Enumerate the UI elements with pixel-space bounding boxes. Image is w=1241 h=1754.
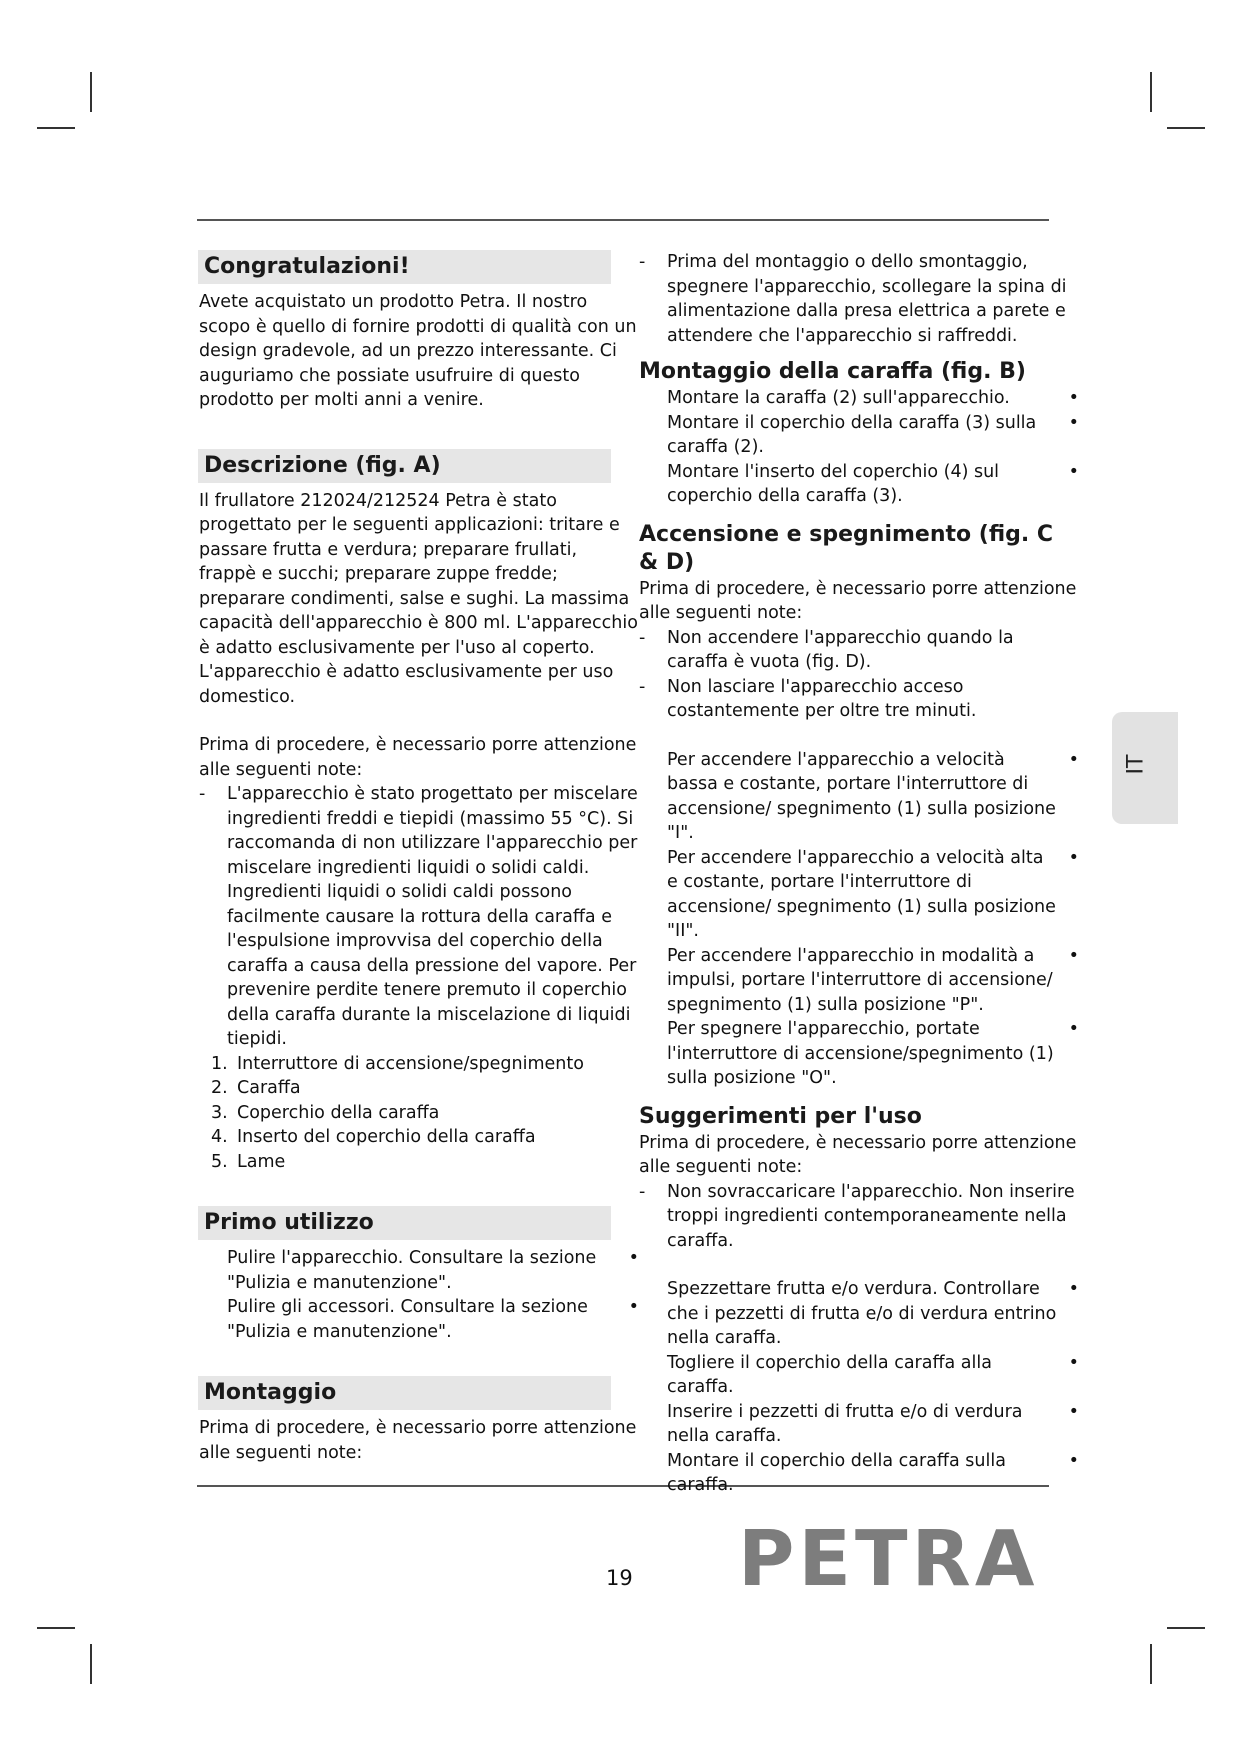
tips-intro: Prima di procedere, è necessario porre attenzione alle seguenti note: xyxy=(639,1132,1077,1177)
first-use-step xyxy=(199,1246,639,1295)
congrats-text: Avete acquistato un prodotto Petra. Il nostro scopo è quello di fornire prodotti di qualità con un design gradevole, ad un prezzo interessante. Ci auguriamo che possiate usufruire di questo prodotto per molti anni a venire. xyxy=(199,292,637,410)
language-label: IT xyxy=(1123,754,1149,775)
bullet-icon: • xyxy=(628,1297,639,1317)
top-rule xyxy=(197,219,1049,221)
on-off-step xyxy=(639,748,1079,846)
bullet-icon: • xyxy=(1068,1401,1079,1422)
part-label: Interruttore di accensione/spegnimento xyxy=(237,1053,584,1074)
assembly-note: - Prima del montaggio o dello smontaggio, spegnere l'apparecchio, scollegare la spina di alimentazione dalla presa elettrica a parete e attendere che l'apparecchio si raffreddi. xyxy=(639,252,1067,346)
crop-mark xyxy=(37,1627,75,1629)
tips-step xyxy=(639,1400,1079,1449)
part-item xyxy=(199,1150,639,1175)
bullet-icon: • xyxy=(1068,1450,1079,1471)
bullet-icon: • xyxy=(1068,1019,1079,1039)
crop-mark xyxy=(1150,72,1152,112)
bullet-icon: • xyxy=(1068,749,1079,770)
part-item xyxy=(199,1052,639,1077)
crop-mark xyxy=(1167,127,1205,129)
step-text: Togliere il coperchio della caraffa alla caraffa. xyxy=(667,1352,992,1397)
bullet-icon: • xyxy=(1068,945,1079,966)
step-text: Pulire l'apparecchio. Consultare la sezione "Pulizia e manutenzione". xyxy=(227,1248,597,1293)
tips-note: - Non sovraccaricare l'apparecchio. Non inserire troppi ingredienti contemporaneamente nella caraffa. xyxy=(639,1181,1075,1251)
description-text: Il frullatore 212024/212524 Petra è stato progettato per le seguenti applicazioni: tritare e passare frutta e verdura; preparare frullati, frappè e succhi; preparare zuppe fredde; preparare condimenti, salse e sughi. La massima capacità dell'apparecchio è 800 ml. L'apparecchio è adatto esclusivamente per l'uso al coperto. L'apparecchio è adatto esclusivamente per uso domestico. xyxy=(199,490,638,707)
bullet-icon: • xyxy=(1068,1279,1079,1299)
section-heading-congratulations: Congratulazioni! xyxy=(198,250,611,284)
description-note-intro: Prima di procedere, è necessario porre attenzione alle seguenti note: xyxy=(199,735,637,780)
note-text: L'apparecchio è stato progettato per miscelare ingredienti freddi e tiepidi (massimo 55 °C). Si raccomanda di non utilizzare l'apparecchio per miscelare ingredienti liquidi o solidi caldi. Ingredienti liquidi o solidi caldi possono facilmente causare la rottura della caraffa e l'espulsione improvvisa del coperchio della caraffa a causa della pressione del vapore. Per prevenire perdite tenere premuto il coperchio della caraffa durante la miscelazione di liquidi tiepidi. xyxy=(227,784,638,1049)
part-number: 3. xyxy=(211,1102,228,1123)
section-heading-assembly: Montaggio xyxy=(198,1376,611,1410)
first-use-step xyxy=(199,1295,639,1344)
part-label: Caraffa xyxy=(237,1078,301,1098)
section-heading-first-use: Primo utilizzo xyxy=(198,1206,611,1240)
crop-mark xyxy=(1167,1627,1205,1629)
petra-logo: PETRA xyxy=(738,1515,1039,1604)
tips-step xyxy=(639,1277,1079,1351)
crop-mark xyxy=(90,1644,92,1684)
on-off-note: - Non lasciare l'apparecchio acceso costantemente per oltre tre minuti. xyxy=(639,676,977,721)
bullet-icon: • xyxy=(1068,412,1079,433)
on-off-step xyxy=(639,1017,1079,1091)
part-item xyxy=(199,1076,639,1101)
crop-mark xyxy=(1150,1644,1152,1684)
left-column xyxy=(199,250,639,1465)
step-text: Montare il coperchio della caraffa (3) sulla caraffa (2). xyxy=(667,412,1037,457)
step-text: Per accendere l'apparecchio a velocità alta e costante, portare l'interruttore di accensione/ spegnimento (1) sulla posizione "II". xyxy=(667,847,1056,941)
step-text: Pulire gli accessori. Consultare la sezione "Pulizia e manutenzione". xyxy=(227,1297,588,1342)
part-number: 5. xyxy=(211,1151,228,1172)
crop-mark xyxy=(90,72,92,112)
part-label: Coperchio della caraffa xyxy=(237,1102,440,1123)
right-column xyxy=(639,250,1079,1498)
assembly-intro: Prima di procedere, è necessario porre attenzione alle seguenti note: xyxy=(199,1418,637,1463)
section-heading-on-off: Accensione e spegnimento (fig. C & D) xyxy=(639,521,1054,575)
page-number: 19 xyxy=(606,1566,633,1590)
step-text: Per accendere l'apparecchio in modalità a impulsi, portare l'interruttore di accensione/ spegnimento (1) sulla posizione "P". xyxy=(667,945,1053,1015)
tips-step xyxy=(639,1351,1079,1400)
bullet-icon: • xyxy=(1068,1352,1079,1373)
note-text: Non sovraccaricare l'apparecchio. Non inserire troppi ingredienti contemporaneamente nella caraffa. xyxy=(667,1181,1075,1251)
step-text: Per spegnere l'apparecchio, portate l'interruttore di accensione/spegnimento (1) sulla posizione "O". xyxy=(667,1019,1054,1088)
on-off-intro: Prima di procedere, è necessario porre attenzione alle seguenti note: xyxy=(639,578,1077,623)
note-text: Non lasciare l'apparecchio acceso costantemente per oltre tre minuti. xyxy=(667,676,977,721)
step-text: Montare l'inserto del coperchio (4) sul coperchio della caraffa (3). xyxy=(667,461,1000,506)
tips-step xyxy=(639,1449,1079,1498)
part-item xyxy=(199,1101,639,1126)
bullet-icon: • xyxy=(628,1248,639,1268)
on-off-step xyxy=(639,846,1079,944)
on-off-note: - Non accendere l'apparecchio quando la caraffa è vuota (fig. D). xyxy=(639,627,1014,672)
section-heading-jug-assembly: Montaggio della caraffa (fig. B) xyxy=(639,359,1026,384)
note-text: Non accendere l'apparecchio quando la caraffa è vuota (fig. D). xyxy=(667,627,1014,672)
part-item xyxy=(199,1125,639,1150)
part-label: Lame xyxy=(237,1151,286,1172)
part-label: Inserto del coperchio della caraffa xyxy=(237,1127,536,1147)
step-text: Inserire i pezzetti di frutta e/o di verdura nella caraffa. xyxy=(667,1401,1023,1446)
section-heading-tips: Suggerimenti per l'uso xyxy=(639,1103,922,1129)
jug-step xyxy=(639,386,1079,411)
section-heading-description: Descrizione (fig. A) xyxy=(198,449,611,483)
part-number: 4. xyxy=(211,1127,228,1147)
step-text: Per accendere l'apparecchio a velocità bassa e costante, portare l'interruttore di accensione/ spegnimento (1) sulla posizione "I". xyxy=(667,749,1056,843)
part-number: 1. xyxy=(211,1053,228,1074)
bullet-icon: • xyxy=(1068,847,1079,868)
step-text: Montare la caraffa (2) sull'apparecchio. xyxy=(667,388,1010,408)
language-tab xyxy=(1112,712,1178,824)
description-note: - L'apparecchio è stato progettato per miscelare ingredienti freddi e tiepidi (massimo 55 °C). Si raccomanda di non utilizzare l'apparecchio per miscelare ingredienti liquidi o solidi caldi. Ingredienti liquidi o solidi caldi possono facilmente causare la rottura della caraffa e l'espulsione improvvisa del coperchio della caraffa a causa della pressione del vapore. Per prevenire perdite tenere premuto il coperchio della caraffa durante la miscelazione di liquidi tiepidi. xyxy=(199,784,638,1049)
jug-step xyxy=(639,460,1079,509)
crop-mark xyxy=(37,127,75,129)
on-off-step xyxy=(639,944,1079,1018)
bullet-icon: • xyxy=(1068,461,1079,482)
step-text: Spezzettare frutta e/o verdura. Controllare che i pezzetti di frutta e/o di verdura entrino nella caraffa. xyxy=(667,1279,1057,1348)
note-text: Prima del montaggio o dello smontaggio, spegnere l'apparecchio, scollegare la spina di alimentazione dalla presa elettrica a parete e attendere che l'apparecchio si raffreddi. xyxy=(667,252,1067,346)
part-number: 2. xyxy=(211,1078,228,1098)
bullet-icon: • xyxy=(1068,388,1079,408)
step-text: Montare il coperchio della caraffa sulla caraffa. xyxy=(667,1450,1006,1495)
jug-step xyxy=(639,411,1079,460)
